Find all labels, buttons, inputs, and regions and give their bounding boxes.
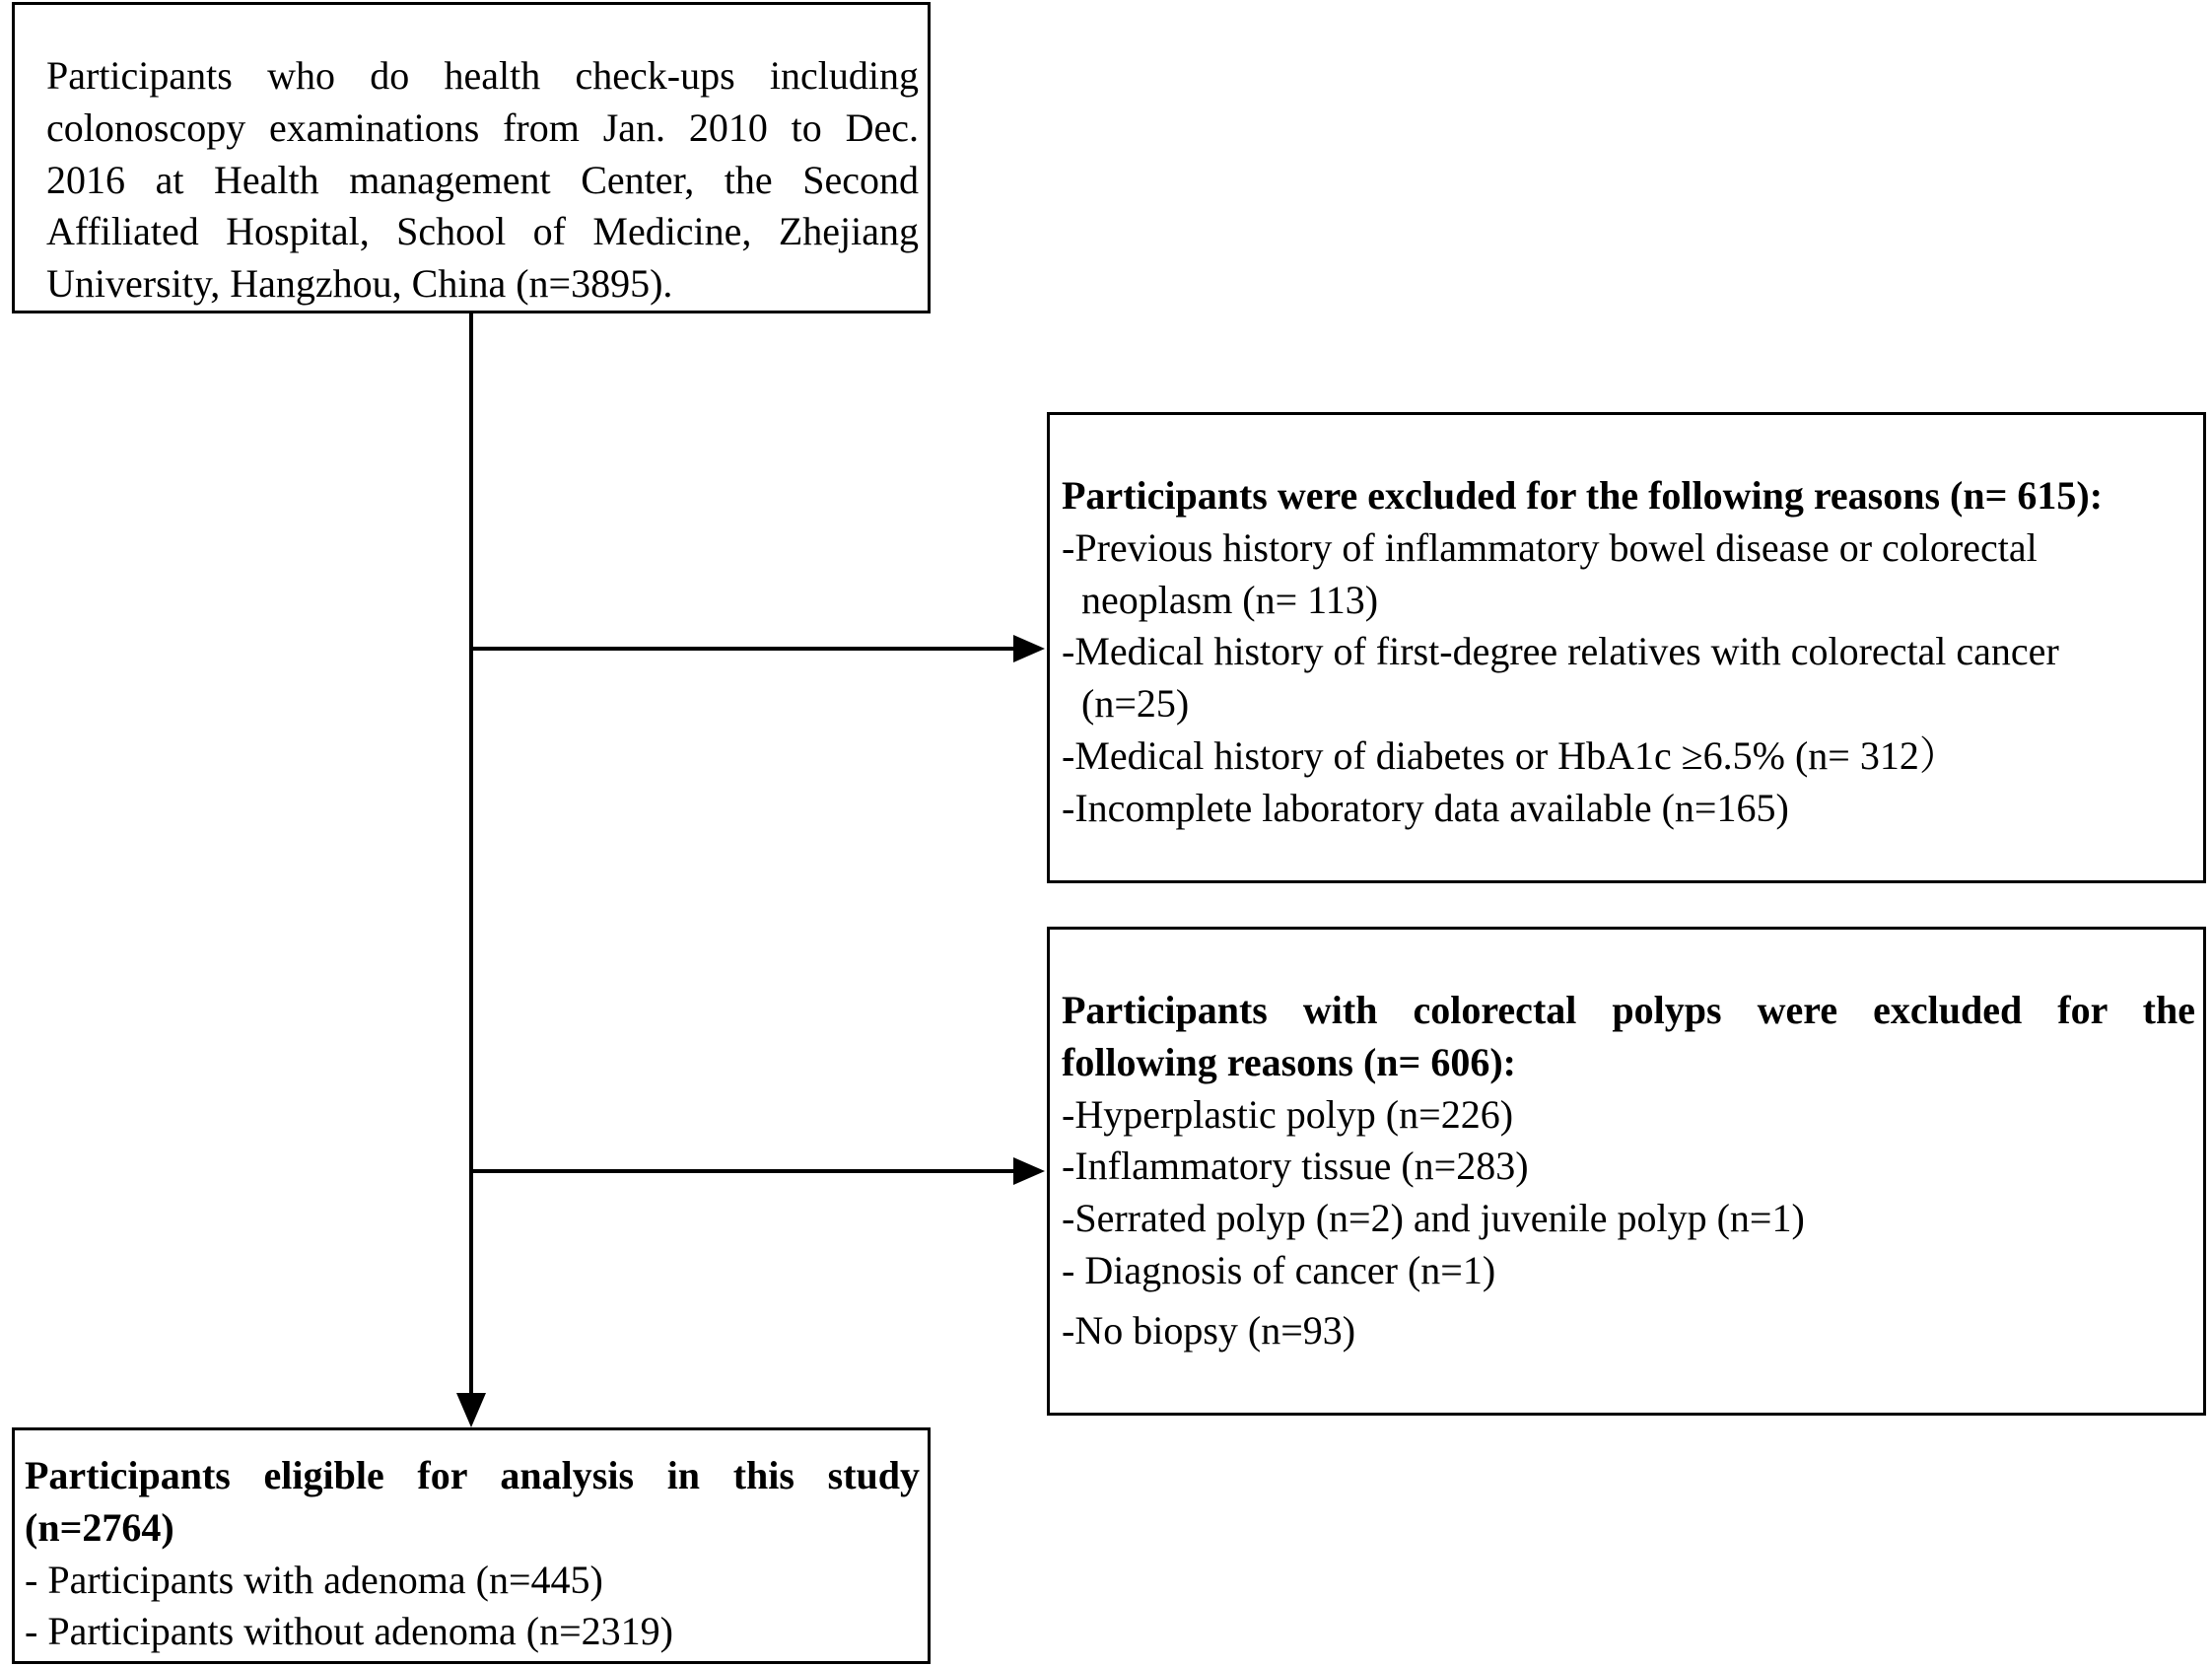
exclusion-2-item: -Inflammatory tissue (n=283) — [1062, 1144, 1529, 1189]
exclusion-box-2-text — [1062, 985, 2195, 1357]
exclusion-1-item: (n=25) — [1081, 681, 1190, 727]
exclusion-2-item: - Diagnosis of cancer (n=1) — [1062, 1247, 1496, 1292]
arrowhead-final — [456, 1393, 486, 1427]
exclusion-box-1 — [1047, 412, 2206, 883]
start-box — [12, 2, 931, 313]
arrowhead-exclusion2 — [1013, 1157, 1045, 1185]
exclusion-1-item: -Medical history of diabetes or HbA1c ≥6.5% (n= 312） — [1062, 732, 1959, 778]
exclusion-box-2 — [1047, 927, 2206, 1416]
final-heading-line1: Participants eligible for analysis in this study — [25, 1453, 920, 1497]
exclusion-box-1-text — [1062, 470, 2195, 835]
final-item: - Participants without adenoma (n=2319) — [25, 1609, 673, 1654]
final-box — [12, 1427, 931, 1664]
exclusion-1-item: -Medical history of first-degree relatives with colorectal cancer — [1062, 629, 2059, 674]
exclusion-2-item: -Hyperplastic polyp (n=226) — [1062, 1091, 1514, 1137]
exclusion-1-item: -Previous history of inflammatory bowel disease or colorectal — [1062, 524, 2038, 570]
exclusion-2-heading-line1: Participants with colorectal polyps were excluded for the — [1062, 988, 2195, 1032]
final-heading-line2: (n=2764) — [25, 1504, 174, 1550]
final-item: - Participants with adenoma (n=445) — [25, 1557, 603, 1602]
exclusion-1-heading: Participants were excluded for the following reasons (n= 615): — [1062, 473, 2104, 518]
final-box-text — [25, 1450, 920, 1658]
exclusion-2-item: -Serrated polyp (n=2) and juvenile polyp (n=1) — [1062, 1196, 1805, 1241]
arrowhead-exclusion1 — [1013, 635, 1045, 662]
exclusion-2-heading-line2: following reasons (n= 606): — [1062, 1039, 1516, 1084]
start-box-text: Participants who do health check-ups including colonoscopy examinations from Jan. 2010 to Dec. 2016 at Health management Center, the Second Affiliated Hospital, School of Medicine, Zhejiang University, Hangzhou, China (n=3895). — [46, 53, 919, 307]
exclusion-2-item: -No biopsy (n=93) — [1062, 1307, 1356, 1353]
exclusion-1-item: -Incomplete laboratory data available (n=165) — [1062, 785, 1789, 830]
exclusion-1-item: neoplasm (n= 113) — [1081, 577, 1379, 622]
